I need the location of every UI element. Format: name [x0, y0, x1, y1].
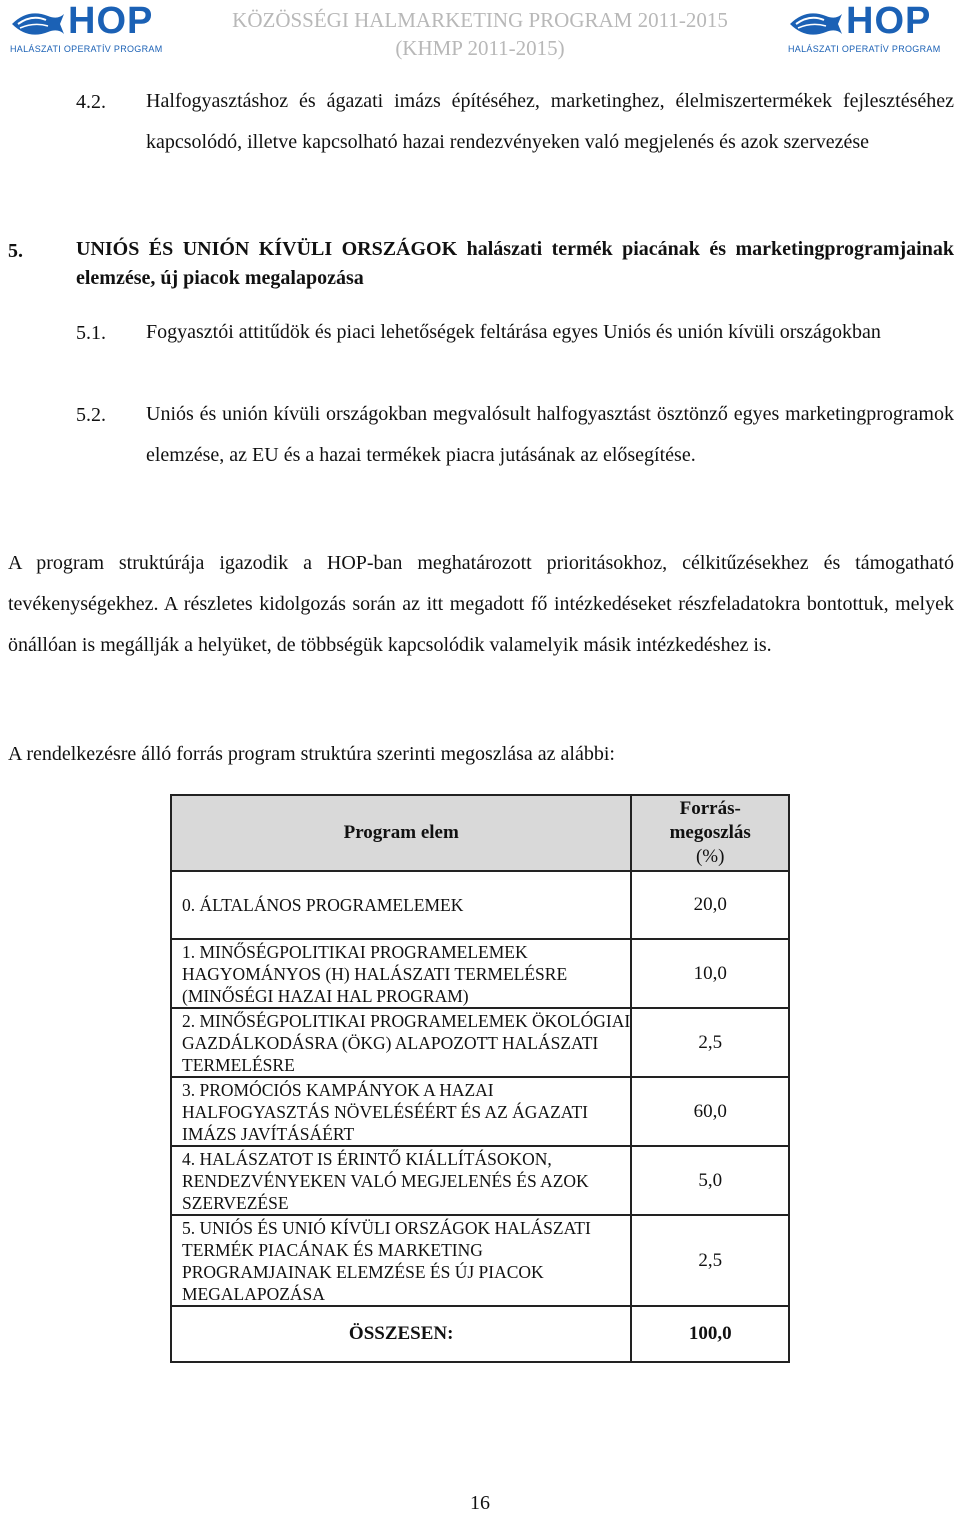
paragraph-program-structure: A program struktúrája igazodik a HOP-ban meghatározott prioritásokhoz, célkitűzésekhez és támogatható tevékenységekhez. A részletes kidolgozás során az itt megadott fő intézkedéseket részfeladatokra bontottuk, melyek önállóan is megállják a helyüket, de többségük kapcsolódik valamelyik másik intézkedéshez is.: [8, 552, 954, 656]
table-cell-value: 5,0: [631, 1146, 789, 1215]
table-header-label: Program elem: [343, 822, 459, 843]
logo-word: HOP: [68, 0, 154, 42]
fish-logo-icon: [8, 6, 68, 40]
table-row: [171, 1077, 789, 1146]
table-header-label: megoszlás: [669, 822, 751, 843]
table-cell-name: 5. UNIÓS ÉS UNIÓ KÍVÜLI ORSZÁGOK HALÁSZATI TERMÉK PIACÁNAK ÉS MARKETING PROGRAMJAINAK ELEMZÉSE ÉS ÚJ PIACOK MEGALAPOZÁSA: [171, 1215, 631, 1306]
table-row: [171, 871, 789, 939]
table-total-label: ÖSSZESEN:: [171, 1306, 631, 1362]
item-4-2-text: Halfogyasztáshoz és ágazati imázs építéséhez, marketinghez, élelmiszertermékek fejlesztéséhez kapcsolódó, illetve kapcsolható hazai rendezvényeken való megjelenés és azok szervezése: [146, 90, 954, 153]
table-cell-value: 20,0: [631, 871, 789, 939]
table-row: [171, 1146, 789, 1215]
distribution-table: [170, 794, 790, 1363]
table-total-value: 100,0: [631, 1306, 789, 1362]
section-5-title: UNIÓS ÉS UNIÓN KÍVÜLI ORSZÁGOK halászati termék piacának és marketingprogramjainak elemzése, új piacok megalapozása: [76, 238, 954, 289]
paragraph-source-distribution: A rendelkezésre álló forrás program struktúra szerinti megoszlása az alábbi:: [8, 743, 615, 765]
logo-subtitle: HALÁSZATI OPERATÍV PROGRAM: [10, 44, 163, 54]
table-cell-name: 0. ÁLTALÁNOS PROGRAMELEMEK: [171, 871, 631, 939]
table-cell-name: 3. PROMÓCIÓS KAMPÁNYOK A HAZAI HALFOGYASZTÁS NÖVELÉSÉÉRT ÉS AZ ÁGAZATI IMÁZS JAVÍTÁSÁÉRT: [171, 1077, 631, 1146]
hop-logo-right: [786, 0, 960, 58]
table-header-row: [171, 795, 789, 871]
table-cell-name: 1. MINŐSÉGPOLITIKAI PROGRAMELEMEK HAGYOMÁNYOS (H) HALÁSZATI TERMELÉSRE (MINŐSÉGI HAZAI HAL PROGRAM): [171, 939, 631, 1008]
table-row: [171, 1215, 789, 1306]
fish-logo-icon: [786, 6, 846, 40]
page-header: [0, 0, 960, 62]
table-cell-value: 2,5: [631, 1008, 789, 1077]
item-5-2-text: Uniós és unión kívüli országokban megvalósult halfogyasztást ösztönző egyes marketingprogramok elemzése, az EU és a hazai termékek piacra jutásának az elősegítése.: [146, 403, 954, 466]
table-cell-value: 60,0: [631, 1077, 789, 1146]
table-row: [171, 939, 789, 1008]
logo-word: HOP: [846, 0, 932, 42]
table-cell-value: 10,0: [631, 939, 789, 1008]
section-5-number: 5.: [8, 240, 23, 262]
item-5-2-number: 5.2.: [76, 404, 106, 426]
item-5-1-text: Fogyasztói attitűdök és piaci lehetőségek feltárása egyes Uniós és unión kívüli országokban: [146, 321, 881, 343]
logo-subtitle: HALÁSZATI OPERATÍV PROGRAM: [788, 44, 941, 54]
item-5-1-number: 5.1.: [76, 322, 106, 344]
table-header-distribution: [631, 795, 789, 871]
table-cell-name: 2. MINŐSÉGPOLITIKAI PROGRAMELEMEK ÖKOLÓGIAI GAZDÁLKODÁSRA (ÖKG) ALAPOZOTT HALÁSZATI TERMELÉSRE: [171, 1008, 631, 1077]
table-header-program-element: [171, 795, 631, 871]
item-4-2-number: 4.2.: [76, 91, 106, 113]
table-header-label: Forrás-: [679, 798, 741, 819]
hop-logo-left: [8, 0, 188, 58]
table-row: [171, 1008, 789, 1077]
table-header-unit: (%): [695, 846, 725, 867]
table-cell-name: 4. HALÁSZATOT IS ÉRINTŐ KIÁLLÍTÁSOKON, RENDEZVÉNYEKEN VALÓ MEGJELENÉS ÉS AZOK SZERVEZÉSE: [171, 1146, 631, 1215]
table-total-row: [171, 1306, 789, 1362]
table-cell-value: 2,5: [631, 1215, 789, 1306]
header-title: [190, 6, 770, 62]
page-number: 16: [470, 1492, 490, 1514]
header-title-line2: (KHMP 2011-2015): [395, 36, 565, 60]
header-title-line1: KÖZÖSSÉGI HALMARKETING PROGRAM 2011-2015: [232, 8, 728, 32]
